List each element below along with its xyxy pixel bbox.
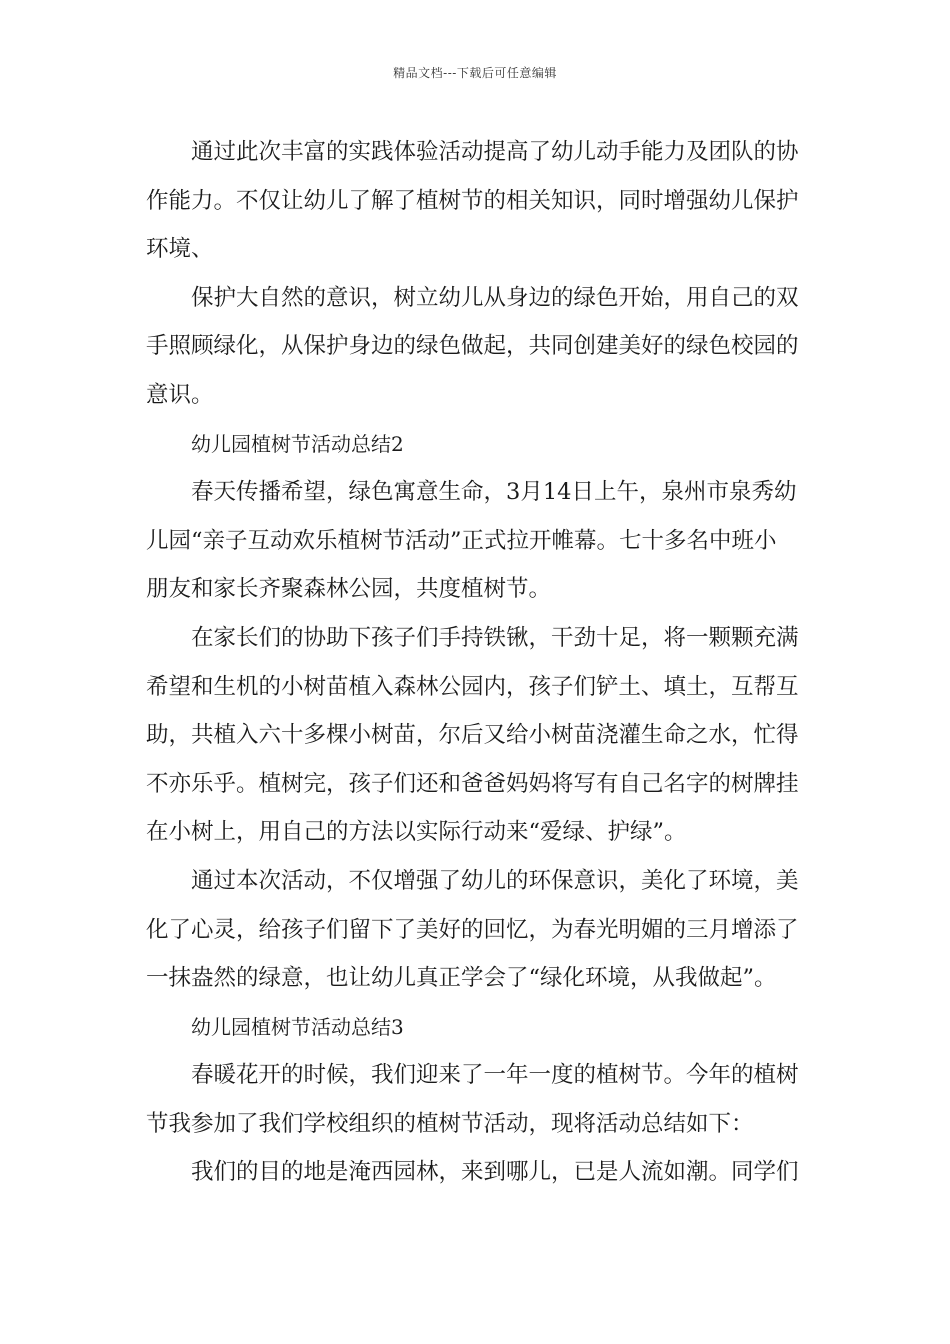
text-line: 朋友和家长齐聚森林公园，共度植树节。	[146, 576, 552, 603]
text-line: 春暖花开的时候，我们迎来了一年一度的植树节。今年的植树	[191, 1062, 799, 1089]
section-heading: 幼儿园植树节活动总结3	[191, 1014, 404, 1039]
text-line: 意识。	[146, 381, 214, 408]
page-header: 精品文档---下载后可任意编辑	[393, 66, 557, 80]
text-line: 化了心灵，给孩子们留下了美好的回忆，为春光明媚的三月增添了	[146, 916, 799, 943]
text-line: 在家长们的协助下孩子们手持铁锹，干劲十足，将一颗颗充满	[191, 624, 799, 651]
text-line: 我们的目的地是淹西园林，来到哪儿，已是人流如潮。同学们	[191, 1159, 799, 1186]
text-line: 手照顾绿化，从保护身边的绿色做起，共同创建美好的绿色校园的	[146, 333, 799, 360]
text-line: 通过本次活动，不仅增强了幼儿的环保意识，美化了环境，美	[191, 867, 799, 894]
text-line: 在小树上，用自己的方法以实际行动来“爱绿、护绿”。	[146, 819, 687, 846]
paragraph	[146, 128, 808, 274]
text-line: 儿园“亲子互动欢乐植树节活动”正式拉开帷幕。七十多名中班小	[146, 527, 777, 554]
paragraph	[146, 1051, 808, 1148]
paragraph	[146, 857, 808, 1003]
paragraph	[146, 614, 808, 857]
text-line: 节我参加了我们学校组织的植树节活动，现将活动总结如下：	[146, 1110, 754, 1137]
text-line: 助，共植入六十多棵小树苗，尔后又给小树苗浇灌生命之水，忙得	[146, 722, 799, 749]
text-line: 一抹盎然的绿意，也让幼儿真正学会了“绿化环境，从我做起”。	[146, 965, 777, 992]
text-line: 春天传播希望，绿色寓意生命，3月14日上午，泉州市泉秀幼	[191, 479, 797, 506]
paragraph	[146, 1148, 808, 1197]
text-line: 保护大自然的意识，树立幼儿从身边的绿色开始，用自己的双	[191, 284, 799, 311]
text-line: 环境、	[146, 236, 214, 263]
text-line: 通过此次丰富的实践体验活动提高了幼儿动手能力及团队的协	[191, 139, 799, 165]
text-line: 不亦乐乎。植树完，孩子们还和爸爸妈妈将写有自己名字的树牌挂	[146, 770, 799, 797]
paragraph	[146, 274, 808, 420]
text-line: 希望和生机的小树苗植入森林公园内，孩子们铲土、填土，互帮互	[146, 673, 799, 700]
text-line: 作能力。不仅让幼儿了解了植树节的相关知识，同时增强幼儿保护	[146, 187, 799, 214]
section-heading: 幼儿园植树节活动总结2	[191, 431, 404, 456]
document-body	[146, 128, 808, 1197]
paragraph	[146, 468, 808, 614]
